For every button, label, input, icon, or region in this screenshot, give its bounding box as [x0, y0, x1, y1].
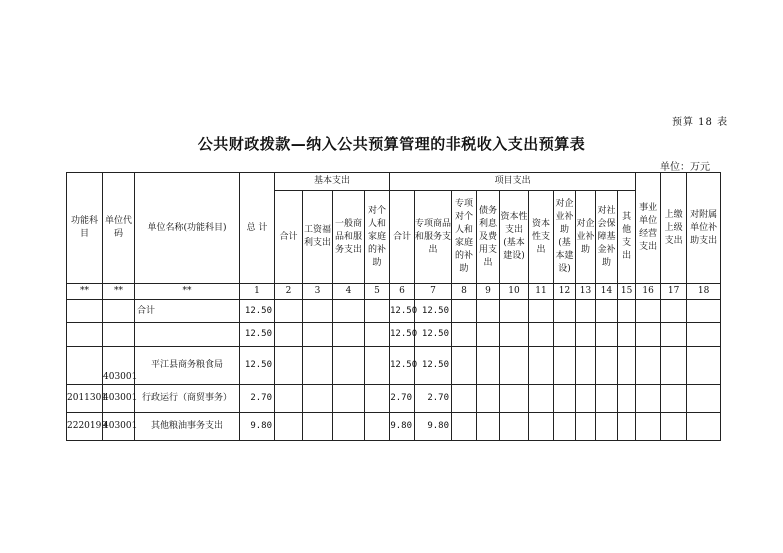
empty-cell: [529, 347, 554, 385]
unit-code-cell: 403001: [103, 413, 135, 441]
proj-goods-cell: 9.80: [415, 413, 452, 441]
header-proj-total: 合计: [390, 191, 415, 284]
proj-goods-cell: 2.70: [415, 385, 452, 413]
empty-cell: [529, 323, 554, 347]
empty-cell: [576, 413, 596, 441]
empty-cell: [529, 300, 554, 323]
empty-cell: [500, 385, 529, 413]
empty-cell: [554, 413, 576, 441]
total-cell: 9.80: [240, 413, 275, 441]
empty-cell: [333, 323, 365, 347]
header-basic-personal: 对个人和家庭的补助: [365, 191, 390, 284]
index-cell: 6: [390, 284, 415, 300]
empty-cell: [333, 413, 365, 441]
empty-cell: [500, 323, 529, 347]
index-cell: 15: [618, 284, 636, 300]
empty-cell: [618, 413, 636, 441]
empty-cell: [452, 300, 477, 323]
unit-code-cell: [103, 300, 135, 323]
index-cell: **: [135, 284, 240, 300]
total-cell: 12.50: [240, 323, 275, 347]
empty-cell: [303, 413, 333, 441]
table-row: [67, 300, 721, 323]
table-row: [67, 385, 721, 413]
empty-cell: [687, 385, 721, 413]
empty-cell: [365, 323, 390, 347]
empty-cell: [636, 385, 661, 413]
header-unit-name: 单位名称(功能科目): [135, 173, 240, 284]
empty-cell: [477, 385, 500, 413]
func-code-cell: [67, 323, 103, 347]
basic-total-cell: [275, 323, 303, 347]
header-func-code: 功能科目: [67, 173, 103, 284]
basic-total-cell: [275, 385, 303, 413]
unit-name-cell: 平江县商务粮食局: [135, 347, 240, 385]
empty-cell: [576, 323, 596, 347]
index-cell: 7: [415, 284, 452, 300]
empty-cell: [452, 413, 477, 441]
unit-code-cell: 403001: [103, 385, 135, 413]
proj-goods-cell: 12.50: [415, 323, 452, 347]
empty-cell: [365, 347, 390, 385]
total-cell: 12.50: [240, 347, 275, 385]
index-cell: 17: [661, 284, 687, 300]
proj-goods-cell: 12.50: [415, 300, 452, 323]
header-proj-social: 对社会保障基金补助: [596, 191, 618, 284]
index-cell: 11: [529, 284, 554, 300]
basic-total-cell: [275, 347, 303, 385]
index-cell: 3: [303, 284, 333, 300]
empty-cell: [661, 413, 687, 441]
unit-code-cell: 403001: [103, 347, 135, 385]
empty-cell: [596, 347, 618, 385]
empty-cell: [661, 385, 687, 413]
empty-cell: [576, 300, 596, 323]
func-code-cell: 2220199: [67, 413, 103, 441]
empty-cell: [333, 300, 365, 323]
empty-cell: [333, 347, 365, 385]
header-upper: 上缴上级支出: [661, 173, 687, 284]
empty-cell: [554, 300, 576, 323]
header-business: 事业单位经营支出: [636, 173, 661, 284]
header-proj-capital2: 资本性支出: [529, 191, 554, 284]
header-basic-goods: 一般商品和服务支出: [333, 191, 365, 284]
empty-cell: [596, 323, 618, 347]
page-title: 公共财政拨款—纳入公共预算管理的非税收入支出预算表: [197, 135, 586, 153]
empty-cell: [477, 323, 500, 347]
index-cell: 16: [636, 284, 661, 300]
unit-name-cell: 合计: [135, 300, 240, 323]
header-proj-other: 其他支出: [618, 191, 636, 284]
empty-cell: [661, 300, 687, 323]
unit-name-cell: 其他粮油事务支出: [135, 413, 240, 441]
index-cell: 2: [275, 284, 303, 300]
empty-cell: [687, 413, 721, 441]
table-row: [67, 413, 721, 441]
index-cell: 8: [452, 284, 477, 300]
proj-total-cell: 12.50: [390, 300, 415, 323]
proj-total-cell: 9.80: [390, 413, 415, 441]
empty-cell: [687, 300, 721, 323]
empty-cell: [661, 323, 687, 347]
empty-cell: [365, 413, 390, 441]
empty-cell: [303, 323, 333, 347]
empty-cell: [636, 323, 661, 347]
empty-cell: [687, 323, 721, 347]
header-proj-goods: 专项商品和服务支出: [415, 191, 452, 284]
header-basic-salary: 工资福利支出: [303, 191, 333, 284]
func-code-cell: 2011301: [67, 385, 103, 413]
proj-total-cell: 2.70: [390, 385, 415, 413]
table-row: [67, 323, 721, 347]
empty-cell: [618, 347, 636, 385]
func-code-cell: [67, 347, 103, 385]
header-proj-enterprise2: 对企业补助: [576, 191, 596, 284]
index-cell: 14: [596, 284, 618, 300]
empty-cell: [636, 413, 661, 441]
empty-cell: [477, 300, 500, 323]
empty-cell: [596, 413, 618, 441]
header-basic-group: 基本支出: [275, 173, 390, 191]
empty-cell: [452, 385, 477, 413]
empty-cell: [529, 413, 554, 441]
empty-cell: [452, 347, 477, 385]
empty-cell: [303, 300, 333, 323]
index-cell: 5: [365, 284, 390, 300]
empty-cell: [576, 385, 596, 413]
index-cell: 1: [240, 284, 275, 300]
index-cell: **: [103, 284, 135, 300]
index-cell: 10: [500, 284, 529, 300]
empty-cell: [477, 413, 500, 441]
table-row: [67, 347, 721, 385]
empty-cell: [333, 385, 365, 413]
index-cell: **: [67, 284, 103, 300]
unit-code-cell: [103, 323, 135, 347]
index-cell: 13: [576, 284, 596, 300]
header-proj-personal: 专项对个人和家庭的补助: [452, 191, 477, 284]
table-number: 预算 18 表: [672, 117, 729, 128]
index-cell: 9: [477, 284, 500, 300]
index-cell: 12: [554, 284, 576, 300]
header-proj-capital: 资本性支出(基本建设): [500, 191, 529, 284]
index-row: [67, 284, 721, 300]
empty-cell: [618, 300, 636, 323]
proj-total-cell: 12.50: [390, 347, 415, 385]
empty-cell: [554, 323, 576, 347]
unit-label: 单位：万元: [660, 162, 710, 173]
basic-total-cell: [275, 413, 303, 441]
proj-goods-cell: 12.50: [415, 347, 452, 385]
empty-cell: [500, 347, 529, 385]
unit-name-cell: 行政运行（商贸事务）: [135, 385, 240, 413]
empty-cell: [303, 385, 333, 413]
empty-cell: [365, 385, 390, 413]
header-unit-code: 单位代码: [103, 173, 135, 284]
empty-cell: [636, 300, 661, 323]
budget-table: [66, 172, 721, 441]
empty-cell: [636, 347, 661, 385]
empty-cell: [477, 347, 500, 385]
empty-cell: [500, 413, 529, 441]
header-proj-debt: 债务利息及费用支出: [477, 191, 500, 284]
total-cell: 2.70: [240, 385, 275, 413]
empty-cell: [596, 385, 618, 413]
empty-cell: [554, 385, 576, 413]
basic-total-cell: [275, 300, 303, 323]
proj-total-cell: 12.50: [390, 323, 415, 347]
index-cell: 18: [687, 284, 721, 300]
index-cell: 4: [333, 284, 365, 300]
header-proj-enterprise: 对企业补助(基本建设): [554, 191, 576, 284]
empty-cell: [529, 385, 554, 413]
empty-cell: [618, 385, 636, 413]
func-code-cell: [67, 300, 103, 323]
empty-cell: [500, 300, 529, 323]
empty-cell: [576, 347, 596, 385]
empty-cell: [303, 347, 333, 385]
header-project-group: 项目支出: [390, 173, 636, 191]
header-subsidy: 对附属单位补助支出: [687, 173, 721, 284]
empty-cell: [596, 300, 618, 323]
empty-cell: [554, 347, 576, 385]
empty-cell: [365, 300, 390, 323]
total-cell: 12.50: [240, 300, 275, 323]
header-basic-total: 合计: [275, 191, 303, 284]
header-total: 总 计: [240, 173, 275, 284]
empty-cell: [687, 347, 721, 385]
unit-name-cell: [135, 323, 240, 347]
header-row-1: [67, 173, 721, 191]
empty-cell: [618, 323, 636, 347]
empty-cell: [452, 323, 477, 347]
empty-cell: [661, 347, 687, 385]
